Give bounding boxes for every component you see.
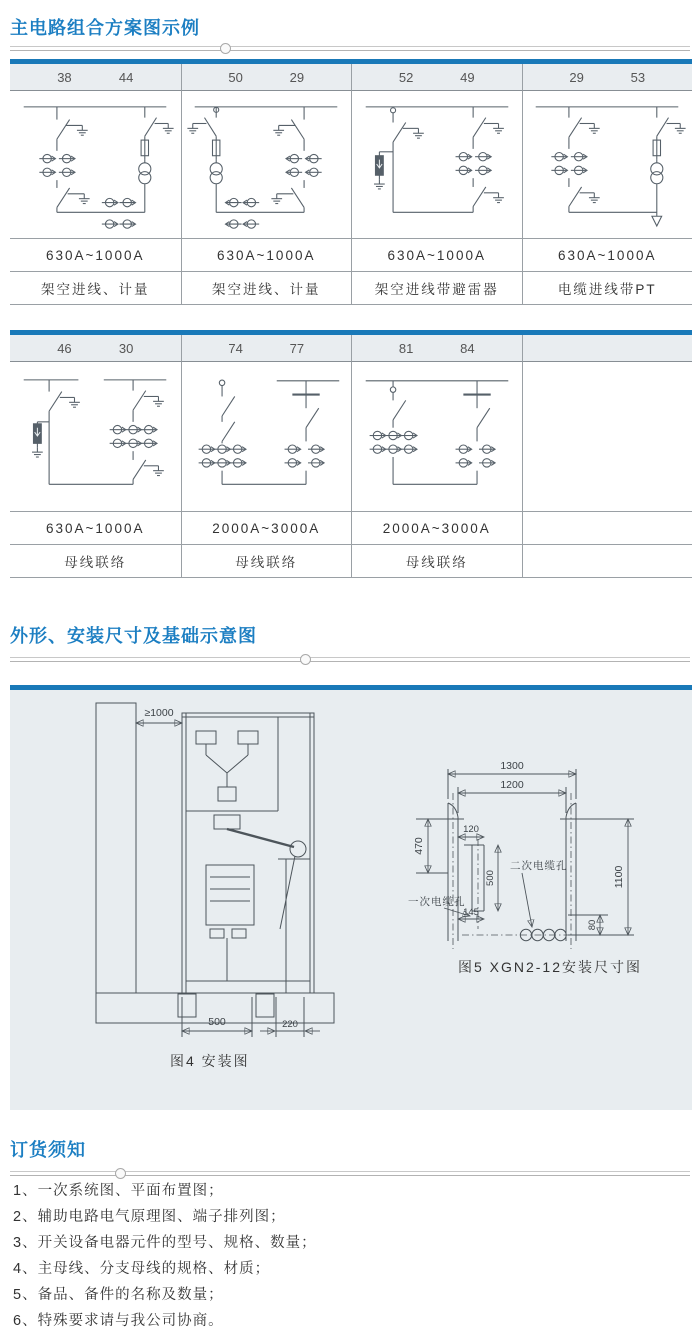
scheme-diagram-cell — [181, 91, 352, 238]
rule-knob — [220, 43, 231, 54]
figure4-installation-drawing — [82, 697, 350, 1049]
section-title-ordering: 订货须知 — [10, 1140, 86, 1160]
scheme-diagram-cell — [181, 362, 352, 511]
scheme-numbers — [10, 335, 181, 362]
description-cell: 架空进线带避雷器 — [351, 272, 522, 305]
scheme-number: 53 — [630, 69, 646, 85]
rating-row — [10, 511, 692, 545]
circuit-diagram-bus-coupler-2000b — [354, 364, 520, 509]
dimension-drawing-panel — [10, 685, 692, 1110]
circuit-diagram-cable-incoming-pt — [524, 92, 690, 237]
fig5-dim-470: 470 — [413, 837, 425, 855]
rating-cell: 630A~1000A — [10, 238, 181, 272]
scheme-number: 77 — [289, 340, 305, 356]
scheme-diagram-cell — [10, 91, 181, 238]
scheme-diagram-row — [10, 362, 692, 511]
scheme-number: 50 — [228, 69, 243, 85]
rating-cell: 630A~1000A — [10, 511, 181, 545]
scheme-number: 81 — [398, 340, 414, 356]
circuit-diagram-bus-coupler-630 — [12, 364, 178, 509]
rating-cell — [522, 511, 693, 545]
scheme-numbers — [351, 335, 522, 362]
fig5-dim-120: 120 — [463, 824, 479, 835]
description-row — [10, 545, 692, 578]
fig5-dim-145: 145 — [463, 907, 479, 918]
circuit-diagram-overhead-incoming-arrester — [354, 92, 520, 237]
description-cell: 母线联络 — [181, 545, 352, 578]
scheme-number: 52 — [398, 69, 414, 85]
scheme-number-row — [10, 64, 692, 91]
rating-cell: 2000A~3000A — [351, 511, 522, 545]
scheme-table-2 — [10, 330, 692, 578]
scheme-number: 49 — [460, 69, 475, 85]
scheme-number: 38 — [57, 69, 72, 85]
description-cell: 母线联络 — [10, 545, 181, 578]
scheme-numbers — [522, 335, 693, 362]
fig5-label-secondary-cable-hole: 二次电缆孔 — [510, 860, 568, 872]
scheme-diagram-row — [10, 91, 692, 238]
figure4-caption: 图4 安装图 — [170, 1053, 250, 1069]
figure5-caption: 图5 XGN2-12安装尺寸图 — [457, 959, 643, 975]
description-cell — [522, 545, 693, 578]
ordering-note-item: 4、主母线、分支母线的规格、材质； — [13, 1261, 271, 1277]
circuit-diagram-overhead-incoming-metering — [12, 92, 178, 237]
ordering-notes-list — [13, 1178, 683, 1334]
description-cell: 架空进线、计量 — [181, 272, 352, 305]
rating-cell: 630A~1000A — [522, 238, 693, 272]
section-rule — [10, 1171, 690, 1176]
scheme-number-row — [10, 335, 692, 362]
scheme-number: 29 — [289, 69, 305, 85]
circuit-diagram-overhead-incoming-metering-mirrored — [183, 92, 349, 237]
circuit-diagram-bus-coupler-2000 — [183, 364, 349, 509]
section-rule — [10, 657, 690, 662]
ordering-note-item: 3、开关设备电器元件的型号、规格、数量； — [13, 1235, 317, 1251]
fig5-label-primary-cable-hole: 一次电缆孔 — [408, 896, 466, 908]
description-row — [10, 272, 692, 305]
scheme-number: 30 — [118, 340, 134, 356]
scheme-numbers — [181, 335, 352, 362]
fig5-dim-500: 500 — [485, 870, 496, 886]
fig5-dim-1300: 1300 — [500, 760, 524, 772]
scheme-number: 74 — [228, 340, 243, 356]
rating-cell: 630A~1000A — [351, 238, 522, 272]
fig5-dim-1100: 1100 — [613, 865, 625, 889]
scheme-diagram-cell — [522, 91, 693, 238]
fig5-dim-80: 80 — [587, 919, 598, 931]
ordering-note-item: 6、特殊要求请与我公司协商。 — [13, 1313, 224, 1329]
description-cell: 架空进线、计量 — [10, 272, 181, 305]
panel-accent-bar — [10, 685, 692, 690]
scheme-diagram-cell — [351, 91, 522, 238]
rating-cell: 2000A~3000A — [181, 511, 352, 545]
section-rule — [10, 46, 690, 51]
scheme-diagram-cell-empty — [522, 362, 693, 511]
scheme-numbers — [351, 64, 522, 91]
scheme-number: 46 — [57, 340, 72, 356]
figure5-dimension-drawing — [408, 757, 692, 953]
scheme-diagram-cell — [351, 362, 522, 511]
rating-row — [10, 238, 692, 272]
rating-cell: 630A~1000A — [181, 238, 352, 272]
scheme-numbers — [181, 64, 352, 91]
rule-knob — [300, 654, 311, 665]
scheme-numbers — [10, 64, 181, 91]
description-cell: 电缆进线带PT — [522, 272, 693, 305]
section-title-dimensions: 外形、安装尺寸及基础示意图 — [10, 626, 257, 646]
scheme-number: 44 — [118, 69, 134, 85]
ordering-note-item: 1、一次系统图、平面布置图； — [13, 1183, 224, 1199]
fig4-dim-220: 220 — [282, 1019, 298, 1030]
fig4-dim-top: ≥1000 — [144, 707, 174, 719]
scheme-number: 29 — [569, 69, 584, 85]
fig5-dim-1200: 1200 — [500, 779, 524, 791]
section-title-main-circuit: 主电路组合方案图示例 — [10, 18, 200, 38]
scheme-number: 84 — [460, 340, 475, 356]
description-cell: 母线联络 — [351, 545, 522, 578]
scheme-diagram-cell — [10, 362, 181, 511]
ordering-note-item: 2、辅助电路电气原理图、端子排列图； — [13, 1209, 286, 1225]
scheme-numbers — [522, 64, 693, 91]
scheme-table-1 — [10, 59, 692, 305]
ordering-note-item: 5、备品、备件的名称及数量； — [13, 1287, 224, 1303]
fig4-dim-500: 500 — [208, 1016, 226, 1028]
